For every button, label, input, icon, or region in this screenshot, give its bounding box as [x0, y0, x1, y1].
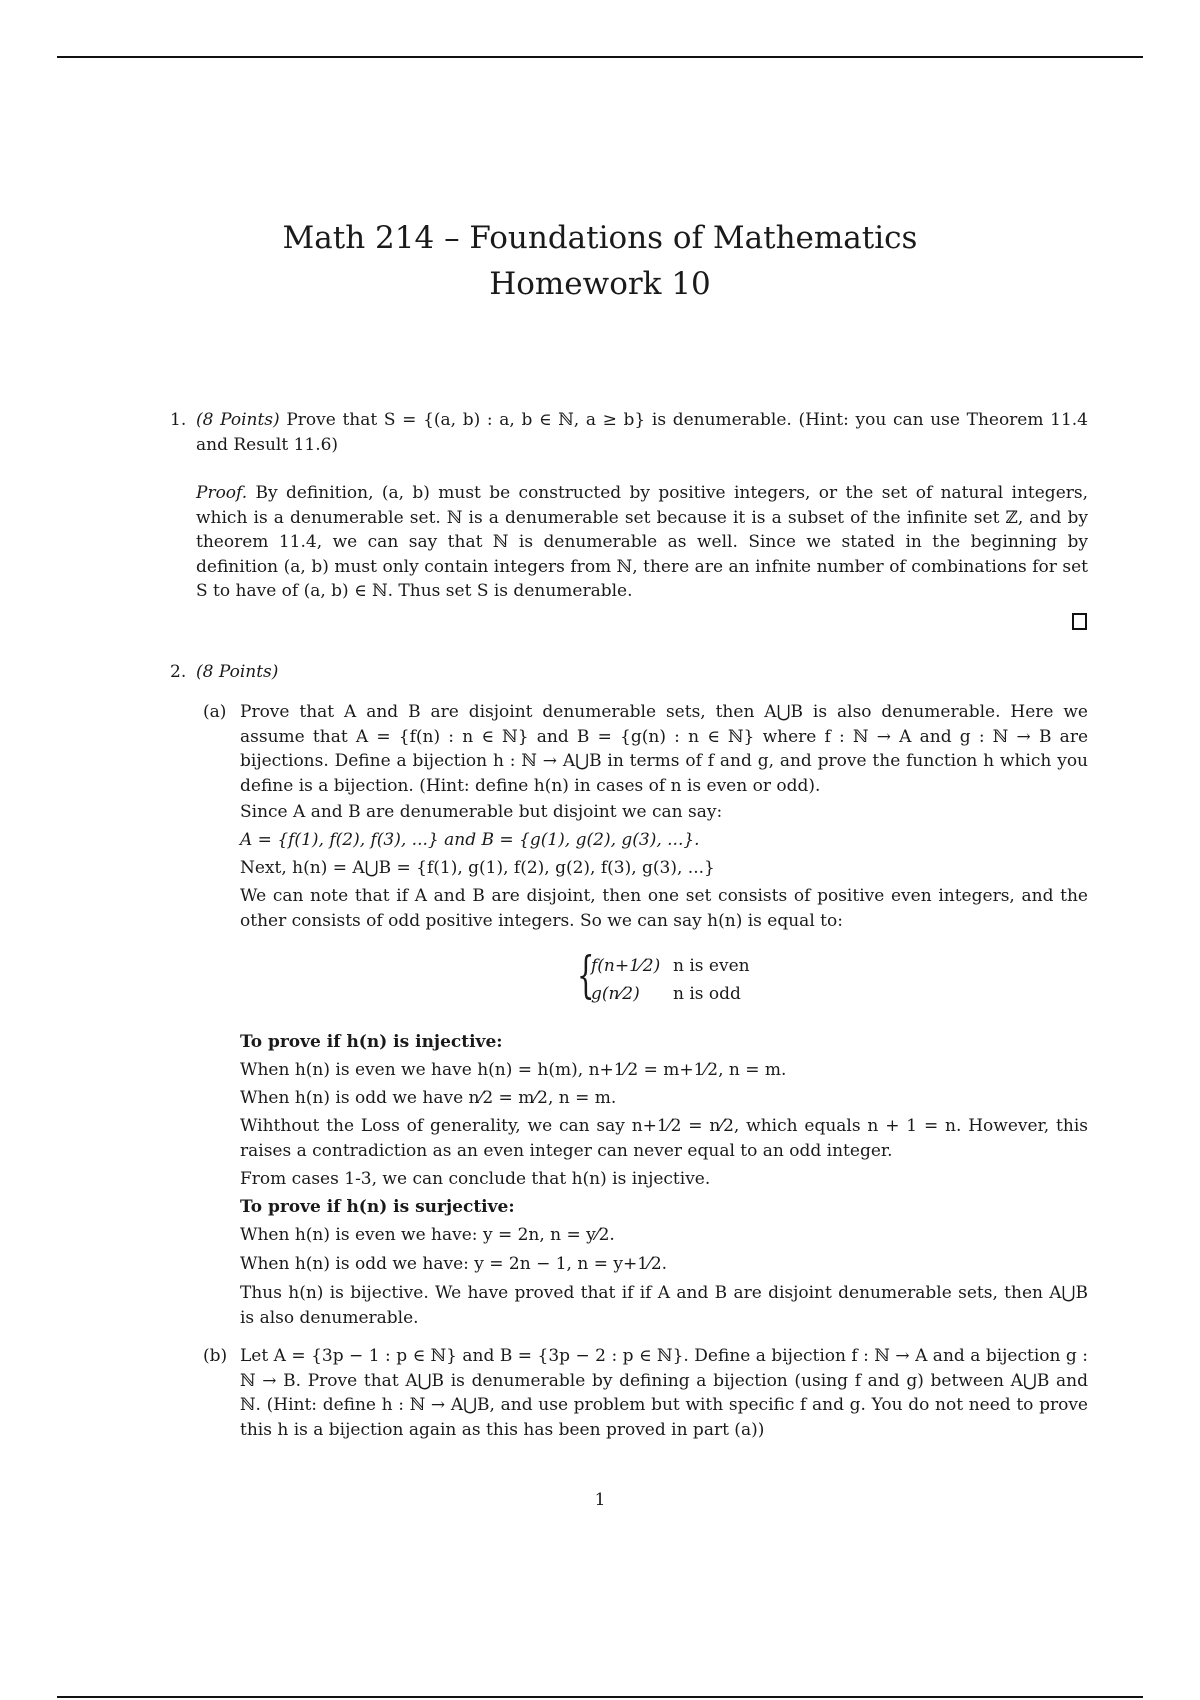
problem-1-proof: [196, 481, 1088, 604]
part-a-line-2: A = {f(1), f(2), f(3), ...} and B = {g(1), g(2), g(3), ...}.: [240, 830, 700, 850]
surjective-line-2: When h(n) is odd we have: y = 2n − 1, n = y+1⁄2.: [240, 1254, 668, 1274]
injective-line-2: When h(n) is odd we have n⁄2 = m⁄2, n = m.: [240, 1088, 617, 1108]
part-a-label: (a): [203, 702, 227, 722]
injective-line-4: From cases 1-3, we can conclude that h(n) is injective.: [240, 1169, 711, 1189]
injective-line-3: Wihthout the Loss of generality, we can say n+1⁄2 = n⁄2, which equals n + 1 = n. However, this raises a contradiction as an even integer can never equal to an odd integer.: [240, 1116, 1088, 1161]
problem-2-number: 2.: [170, 662, 187, 682]
page-number: 1: [594, 1490, 606, 1510]
part-a-conclusion: Thus h(n) is bijective. We have proved that if if A and B are disjoint denumerable sets, then A⋃B is also denumerable.: [240, 1283, 1088, 1328]
qed-symbol: [1072, 613, 1087, 630]
case-1-expr: f(n+1⁄2): [591, 956, 661, 976]
problem-1-statement: [196, 408, 1088, 457]
assignment-title: Homework 10: [489, 266, 711, 302]
case-2-expr: g(n⁄2): [591, 984, 640, 1004]
case-2-condition: n is odd: [673, 984, 741, 1004]
problem-1-statement-text: Prove that S = {(a, b) : a, b ∈ ℕ, a ≥ b} is denumerable. (Hint: you can use Theorem 11.4 and Result 11.6): [196, 410, 1088, 455]
part-a-line-4: We can note that if A and B are disjoint, then one set consists of positive even integers, and the other consists of odd positive integers. So we can say h(n) is equal to:: [240, 886, 1088, 931]
part-a-statement: Prove that A and B are disjoint denumerable sets, then A⋃B is also denumerable. Here we assume that A = {f(n) : n ∈ ℕ} and B = {g(n) : n ∈ ℕ} where f : ℕ → A and g : ℕ → B are bijections. Define a bijection h : ℕ → A⋃B in terms of f and g, and prove the function h which you define is a bijection. (Hint: define h(n) in cases of n is even or odd).: [240, 702, 1088, 796]
part-a-line-1: Since A and B are denumerable but disjoint we can say:: [240, 802, 723, 822]
part-b-statement: Let A = {3p − 1 : p ∈ ℕ} and B = {3p − 2 : p ∈ ℕ}. Define a bijection f : ℕ → A and a bijection g : ℕ → B. Prove that A⋃B is denumerable by defining a bijection (using f and g) between A⋃B and ℕ. (Hint: define h : ℕ → A⋃B, and use problem but with specific f and g. You do not need to prove this h is a bijection again as this has been proved in part (a)): [240, 1346, 1088, 1440]
surjective-heading: To prove if h(n) is surjective:: [240, 1197, 515, 1217]
problem-1-points: (8 Points): [196, 410, 280, 430]
problem-2-points: (8 Points): [196, 662, 279, 682]
course-title: Math 214 – Foundations of Mathematics: [282, 220, 918, 256]
left-brace: {: [577, 946, 595, 1004]
top-rule: [57, 56, 1143, 58]
case-1-condition: n is even: [673, 956, 750, 976]
injective-line-1: When h(n) is even we have h(n) = h(m), n+1⁄2 = m+1⁄2, n = m.: [240, 1060, 787, 1080]
injective-heading: To prove if h(n) is injective:: [240, 1032, 503, 1052]
part-a-line-3: Next, h(n) = A⋃B = {f(1), g(1), f(2), g(2), f(3), g(3), ...}: [240, 858, 715, 878]
surjective-line-1: When h(n) is even we have: y = 2n, n = y⁄2.: [240, 1225, 615, 1245]
problem-1-number: 1.: [170, 410, 187, 430]
problem-1-proof-text: By definition, (a, b) must be constructed by positive integers, or the set of natural integers, which is a denumerable set. ℕ is a denumerable set because it is a subset of the infinite set ℤ, and by theorem 11.4, we can say that ℕ is denumerable as well. Since we stated in the beginning by definition (a, b) must only contain integers from ℕ, there are an infnite number of combinations for set S to have of (a, b) ∈ ℕ. Thus set S is denumerable.: [196, 483, 1089, 601]
part-b-label: (b): [203, 1346, 228, 1366]
bottom-rule: [57, 1696, 1143, 1698]
proof-label: Proof.: [196, 483, 248, 503]
